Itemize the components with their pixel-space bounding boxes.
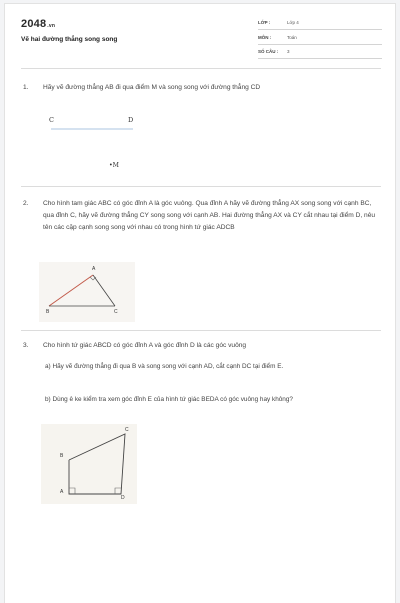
meta-grade-label: LỚP : bbox=[258, 20, 271, 25]
edge-ab bbox=[49, 275, 93, 306]
point-c-label: C bbox=[49, 116, 54, 124]
meta-count-label: SỐ CÂU : bbox=[258, 49, 279, 54]
worksheet-title: Vẽ hai đường thẳng song song bbox=[21, 36, 118, 43]
vertex-a-label: A bbox=[60, 489, 64, 495]
point-m-label: •M bbox=[109, 162, 119, 169]
quadrilateral-outline bbox=[69, 434, 125, 494]
question-1-text: Hãy vẽ đường thẳng AB đi qua điểm M và song song với đường thẳng CD bbox=[43, 84, 261, 91]
vertex-c-label: C bbox=[125, 427, 129, 433]
vertex-b-label: B bbox=[46, 309, 50, 315]
figure-quadrilateral-abcd bbox=[41, 424, 137, 504]
point-d-label: D bbox=[128, 116, 134, 124]
vertex-d-label: D bbox=[121, 495, 125, 501]
worksheet-page bbox=[4, 3, 396, 603]
question-1-number: 1. bbox=[23, 84, 29, 91]
meta-grade bbox=[258, 18, 382, 30]
worksheet-header bbox=[5, 4, 395, 68]
meta-subject-value: Toán bbox=[287, 35, 297, 40]
meta-count-value: 3 bbox=[287, 49, 290, 54]
question-2-number: 2. bbox=[23, 200, 29, 207]
vertex-c-label: C bbox=[114, 309, 118, 315]
meta-subject-label: MÔN : bbox=[258, 35, 272, 40]
question-3-part-b: b) Dùng ê ke kiểm tra xem góc đỉnh E của hình tứ giác BEDA có góc vuông hay không? bbox=[45, 396, 293, 403]
question-3-text: Cho hình tứ giác ABCD có góc đỉnh A và góc đỉnh D là các góc vuông bbox=[43, 342, 247, 349]
edge-ac bbox=[93, 275, 115, 306]
question-2-text: Cho hình tam giác ABC có góc đỉnh A là góc vuông. Qua đỉnh A hãy vẽ đường thẳng AX song song với cạnh BC, qua đỉnh C, hãy vẽ đường thẳng CY song song với cạnh AB. Hai đường thẳng AX và CY cắt nhau tại điểm D, nêu tên các cặp cạnh song song với nhau có trong hình tứ giác ADCB bbox=[43, 200, 376, 231]
site-logo[interactable]: 2048.vn bbox=[21, 18, 56, 30]
meta-grade-value: Lớp 4 bbox=[287, 20, 299, 25]
right-angle-mark-a bbox=[69, 488, 75, 494]
logo-suffix: .vn bbox=[47, 23, 56, 29]
meta-question-count bbox=[258, 47, 382, 59]
question-3-number: 3. bbox=[23, 342, 29, 349]
triangle-abc-svg bbox=[39, 262, 135, 322]
figure-parallel-lines-svg bbox=[45, 112, 155, 178]
question-3-part-a: a) Hãy vẽ đường thẳng đi qua B và song song với cạnh AD, cắt cạnh DC tại điểm E. bbox=[45, 363, 284, 370]
figure-triangle-abc bbox=[39, 262, 135, 322]
figure-parallel-lines bbox=[45, 112, 155, 178]
meta-subject bbox=[258, 33, 382, 45]
divider-2 bbox=[21, 330, 381, 331]
vertex-b-label: B bbox=[60, 453, 64, 459]
right-angle-mark-d bbox=[115, 488, 121, 494]
vertex-a-label: A bbox=[92, 266, 96, 272]
quadrilateral-abcd-svg bbox=[41, 424, 137, 504]
header-divider bbox=[21, 68, 381, 69]
divider-1 bbox=[21, 186, 381, 187]
